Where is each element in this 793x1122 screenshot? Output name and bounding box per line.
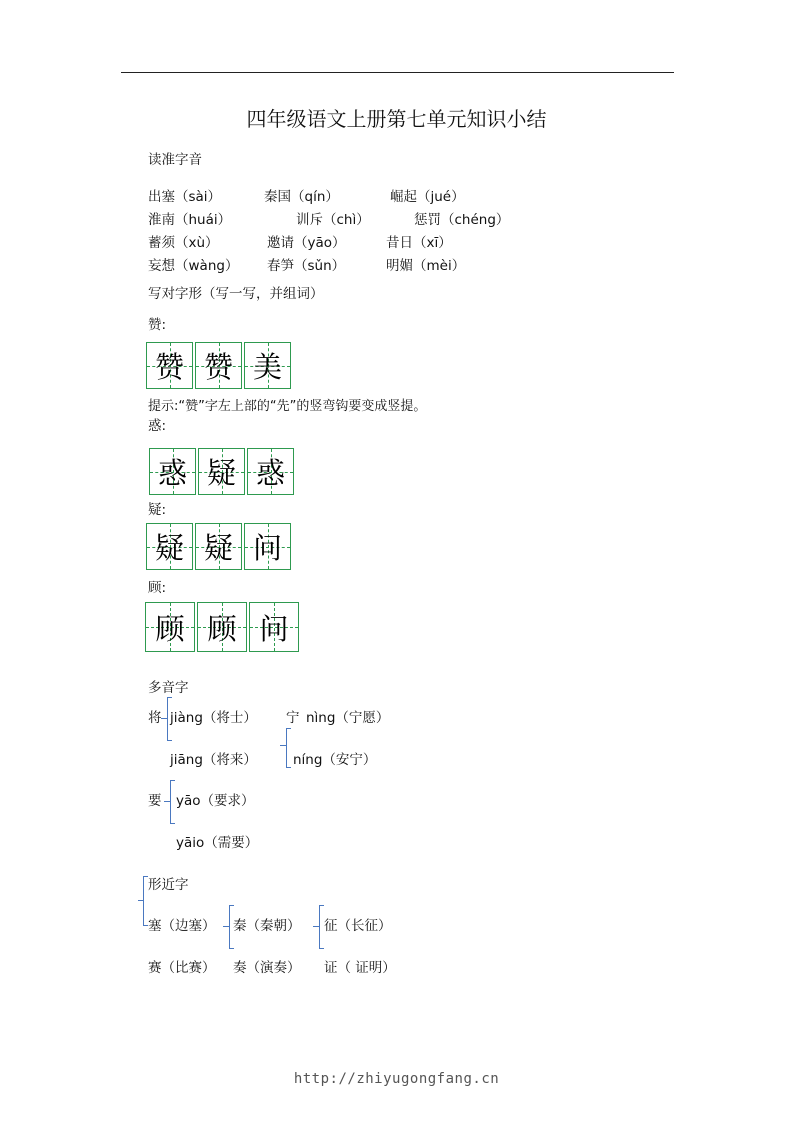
practice-cell: 问 [244, 523, 291, 570]
pinyin-word: 淮南（huái） [148, 212, 232, 228]
practice-cell: 赞 [146, 342, 193, 389]
similar-word: 征（长征） [324, 918, 392, 934]
write-hint: 提示:“赞”字左上部的“先”的竖弯钩要变成竖提。 [148, 399, 427, 414]
section-heading-poly: 多音字 [148, 680, 189, 696]
practice-cell: 惑 [247, 448, 294, 495]
practice-cell: 疑 [198, 448, 245, 495]
practice-cell: 赞 [195, 342, 242, 389]
section-heading-similar: 形近字 [148, 877, 189, 893]
pinyin-word: 崛起（jué） [390, 189, 465, 205]
top-rule [121, 72, 674, 73]
practice-cell: 顾 [197, 602, 247, 652]
poly-head: 将 [148, 710, 162, 726]
pinyin-word: 妄想（wàng） [148, 258, 239, 274]
footer-url[interactable]: http://zhiyugongfang.cn [293, 1071, 500, 1087]
poly-head: 宁 [286, 710, 300, 726]
practice-cell: 问 [249, 602, 299, 652]
poly-reading: yāio（需要） [176, 835, 259, 851]
poly-reading: jiāng（将来） [170, 752, 257, 768]
pinyin-word: 出塞（sài） [148, 189, 222, 205]
similar-word: 奏（演奏） [233, 960, 301, 976]
practice-cell: 惑 [149, 448, 196, 495]
pinyin-word: 明媚（mèi） [386, 258, 466, 274]
poly-reading: níng（安宁） [293, 752, 377, 768]
practice-grid [149, 448, 296, 495]
practice-grid [146, 342, 293, 389]
similar-word: 秦（秦朝） [233, 918, 301, 934]
similar-word: 塞（边塞） [148, 918, 216, 934]
write-label: 惑: [148, 418, 167, 434]
practice-grid [145, 602, 301, 652]
write-label: 疑: [148, 502, 167, 518]
poly-reading: jiàng（将士） [170, 710, 257, 726]
pinyin-word: 蓄须（xù） [148, 235, 219, 251]
brace [170, 780, 175, 824]
pinyin-word: 训斥（chì） [296, 212, 370, 228]
practice-cell: 疑 [146, 523, 193, 570]
brace [286, 728, 291, 768]
pinyin-word: 邀请（yāo） [267, 235, 346, 251]
poly-reading: nìng（宁愿） [306, 710, 390, 726]
pinyin-word: 惩罚（chéng） [414, 212, 510, 228]
write-label: 赞: [148, 317, 167, 333]
section-heading-write: 写对字形（写一写，并组词） [148, 286, 324, 302]
poly-head: 要 [148, 793, 162, 809]
pinyin-word: 秦国（qín） [264, 189, 339, 205]
practice-cell: 美 [244, 342, 291, 389]
page-title: 四年级语文上册第七单元知识小结 [246, 107, 547, 131]
section-heading-read: 读准字音 [148, 152, 202, 168]
pinyin-word: 春笋（sǔn） [267, 258, 346, 274]
practice-cell: 疑 [195, 523, 242, 570]
similar-word: 证（ 证明） [324, 960, 396, 976]
pinyin-word: 昔日（xī） [386, 235, 452, 251]
poly-reading: yāo（要求） [176, 793, 255, 809]
similar-word: 赛（比赛） [148, 960, 216, 976]
practice-cell: 顾 [145, 602, 195, 652]
practice-grid [146, 523, 293, 570]
write-label: 顾: [148, 580, 167, 596]
